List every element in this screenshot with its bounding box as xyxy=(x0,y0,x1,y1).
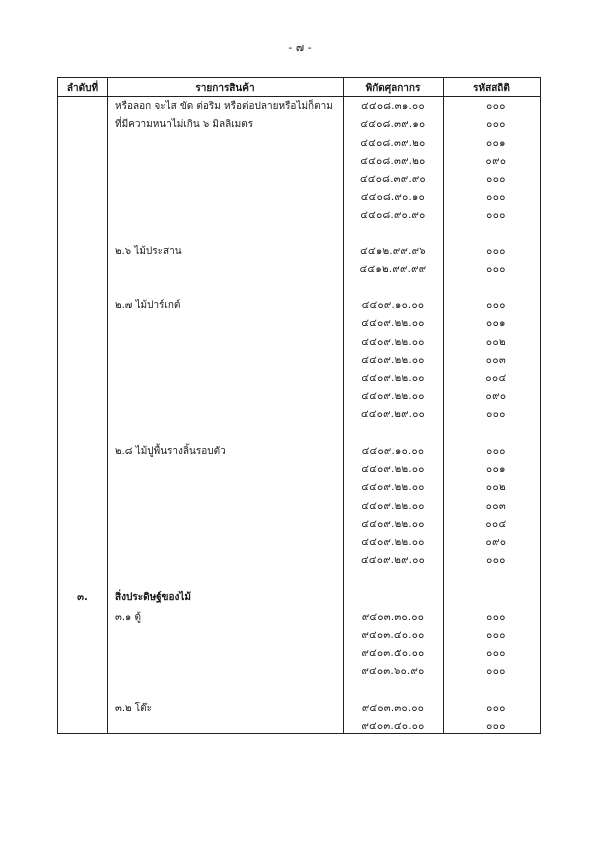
header-seq: ลำดับที่ xyxy=(66,83,99,94)
page-number: - ๗ - xyxy=(288,41,312,54)
row-stat: ๐๐๐ xyxy=(486,721,506,732)
row-tariff: ๔๔๐๘.๓๙.๒๐ xyxy=(360,156,426,167)
row-stat: ๐๐๔ xyxy=(485,519,507,530)
row-tariff: ๔๔๐๘.๓๙.๑๐ xyxy=(360,119,426,130)
header-stat: รหัสสถิติ xyxy=(473,83,510,94)
row-tariff: ๙๔๐๓.๔๐.๐๐ xyxy=(361,721,425,732)
row-item: ๒.๗ ไม้ปาร์เกต์ xyxy=(115,300,181,311)
row-tariff: ๙๔๐๓.๓๐.๐๐ xyxy=(361,612,425,623)
row-stat: ๐๐๐ xyxy=(486,666,506,677)
header-item: รายการสินค้า xyxy=(195,83,255,94)
row-stat: ๐๐๑ xyxy=(485,138,507,149)
row-item: ๓.๒ โต๊ะ xyxy=(115,703,153,714)
row-stat: ๐๐๐ xyxy=(486,409,506,420)
row-tariff: ๔๔๐๙.๑๐.๐๐ xyxy=(361,446,425,457)
row-tariff: ๔๔๐๙.๒๒.๐๐ xyxy=(361,318,425,329)
row-stat: ๐๐๑ xyxy=(485,464,507,475)
row-tariff: ๔๔๐๙.๒๒.๐๐ xyxy=(361,482,425,493)
row-item: ๒.๘ ไม้ปูพื้นรางลิ้นรอบตัว xyxy=(115,446,226,457)
row-stat: ๐๐๔ xyxy=(485,373,507,384)
row-tariff: ๔๔๐๙.๒๒.๐๐ xyxy=(361,464,425,475)
row-tariff: ๔๔๐๙.๒๒.๐๐ xyxy=(361,373,425,384)
row-seq: ๓. xyxy=(77,592,88,603)
row-stat: ๐๐๐ xyxy=(486,630,506,641)
row-tariff: ๙๔๐๓.๔๐.๐๐ xyxy=(361,630,425,641)
header-tariff: พิกัดศุลกากร xyxy=(365,83,421,94)
row-tariff: ๔๔๐๙.๑๐.๐๐ xyxy=(361,300,425,311)
row-tariff: ๔๔๐๙.๒๒.๐๐ xyxy=(361,519,425,530)
row-tariff: ๔๔๐๙.๒๒.๐๐ xyxy=(361,355,425,366)
column-divider xyxy=(443,78,444,733)
row-tariff: ๔๔๑๒.๙๙.๙๖ xyxy=(360,246,426,257)
row-stat: ๐๐๐ xyxy=(486,174,506,185)
row-stat: ๐๐๓ xyxy=(485,355,507,366)
row-tariff: ๙๔๐๓.๖๐.๙๐ xyxy=(361,666,425,677)
row-tariff: ๔๔๐๙.๒๒.๐๐ xyxy=(361,537,425,548)
row-item: ๓.๑ ตู้ xyxy=(115,612,142,623)
row-tariff: ๔๔๐๙.๒๒.๐๐ xyxy=(361,391,425,402)
row-stat: ๐๐๐ xyxy=(486,555,506,566)
row-tariff: ๔๔๐๙.๒๙.๐๐ xyxy=(360,555,426,566)
tariff-table xyxy=(57,77,541,734)
row-tariff: ๔๔๐๘.๙๐.๑๐ xyxy=(360,192,426,203)
row-stat: ๐๙๐ xyxy=(485,391,507,402)
column-divider xyxy=(107,78,108,733)
row-tariff: ๔๔๐๘.๙๐.๙๐ xyxy=(360,210,426,221)
row-stat: ๐๐๒ xyxy=(485,482,507,493)
row-stat: ๐๐๐ xyxy=(486,446,506,457)
row-stat: ๐๐๐ xyxy=(486,119,506,130)
row-stat: ๐๐๐ xyxy=(486,648,506,659)
row-item: สิ่งประดิษฐ์ของไม้ xyxy=(115,592,192,603)
row-stat: ๐๐๐ xyxy=(486,210,506,221)
row-stat: ๐๐๐ xyxy=(486,300,506,311)
row-tariff: ๔๔๑๒.๙๙.๙๙ xyxy=(359,264,427,275)
row-stat: ๐๐๑ xyxy=(485,318,507,329)
row-tariff: ๔๔๐๙.๒๒.๐๐ xyxy=(361,501,425,512)
row-stat: ๐๐๐ xyxy=(486,101,506,112)
row-stat: ๐๐๐ xyxy=(486,703,506,714)
row-tariff: ๔๔๐๘.๓๙.๙๐ xyxy=(360,174,426,185)
row-stat: ๐๐๓ xyxy=(485,501,507,512)
row-tariff: ๔๔๐๙.๒๒.๐๐ xyxy=(361,337,425,348)
row-stat: ๐๐๐ xyxy=(486,192,506,203)
row-tariff: ๔๔๐๘.๓๑.๐๐ xyxy=(361,101,425,112)
row-tariff: ๔๔๐๘.๓๙.๒๐ xyxy=(360,138,426,149)
row-stat: ๐๐๒ xyxy=(485,337,507,348)
row-stat: ๐๙๐ xyxy=(485,537,507,548)
row-tariff: ๙๔๐๓.๓๐.๐๐ xyxy=(361,703,425,714)
row-stat: ๐๐๐ xyxy=(486,264,506,275)
row-tariff: ๙๔๐๓.๕๐.๐๐ xyxy=(361,648,425,659)
row-stat: ๐๙๐ xyxy=(485,156,507,167)
row-stat: ๐๐๐ xyxy=(486,612,506,623)
header-divider xyxy=(58,96,540,97)
row-item: ๒.๖ ไม้ประสาน xyxy=(115,246,182,257)
row-tariff: ๔๔๐๙.๒๙.๐๐ xyxy=(360,409,426,420)
row-item: หรือลอก จะไส ขัด ต่อริม หรือต่อปลายหรือไม่ก็ตาม xyxy=(115,101,333,112)
row-stat: ๐๐๐ xyxy=(486,246,506,257)
row-item: ที่มีความหนาไม่เกิน ๖ มิลลิเมตร xyxy=(115,119,254,130)
